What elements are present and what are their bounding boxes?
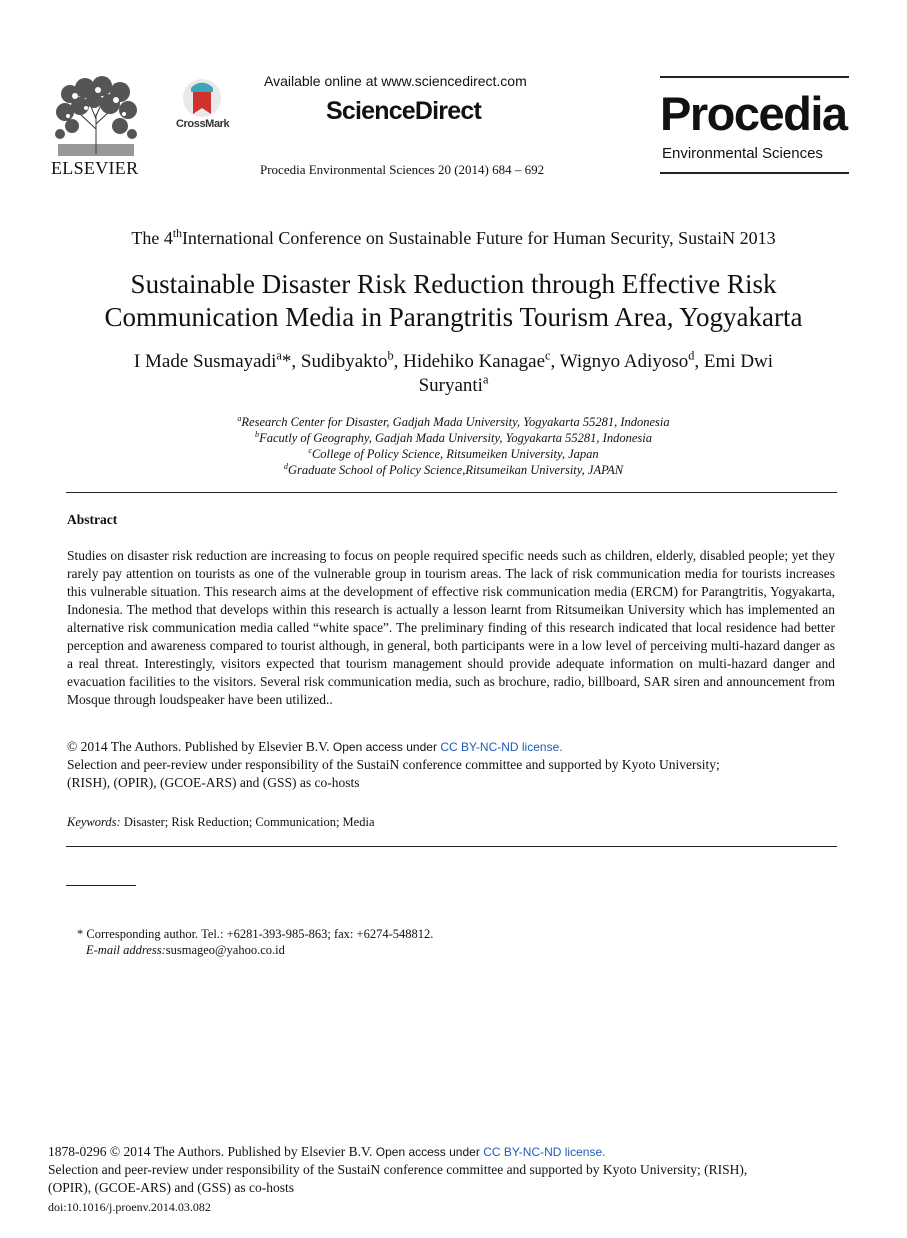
author-name: Suryanti (418, 375, 483, 396)
procedia-top-rule (660, 76, 849, 78)
copyright-line-1: © 2014 The Authors. Published by Elsevier B.V. Open access under CC BY-NC-ND license. (67, 739, 563, 754)
journal-citation: Procedia Environmental Sciences 20 (2014) 684 – 692 (260, 162, 545, 177)
abstract-divider (66, 846, 837, 847)
author-line-1: I Made Susmayadi$^a$*, Sudibyakto$^b$, Hidehiko Kanagae$^c$, Wignyo Adiyoso$^d$, Emi Dwi (133, 348, 774, 372)
affiliation-b: $^b$Facutly of Geography, Gadjah Mada University, Yogyakarta 55281, Indonesia (255, 429, 652, 445)
title-line-1: Sustainable Disaster Risk Reduction through Effective Risk (130, 269, 777, 299)
copyright-line-3: (RISH), (OPIR), (GCOE-ARS) and (GSS) as co-hosts (67, 775, 360, 790)
affiliation-c: $^c$College of Policy Science, Ritsumeiken University, Japan (308, 445, 599, 461)
abstract-heading: Abstract (67, 512, 118, 527)
email-label: E-mail address: (86, 943, 166, 957)
footer-block (48, 1143, 848, 1216)
abstract-body: Studies on disaster risk reduction are increasing to focus on people required specific needs such as children, elderly, disabled people; yet they rarely pay attention on tourists as one of the vulnerable group in tourism areas. The lack of risk communication media for tourists increases this vulnerable situation. This research aims at the development of effective risk communication media (ERCM) for Parangtritis, Yogyakarta, Indonesia. The method that develops within this research is actually a lesson learnt from Ritsumeikan University which has implemented an alternative risk communication media called “white space”. The preliminary finding of this research indicated that local residence had better perception and awareness compared to tourist although, in general, both participants were in a low level of perceiving multi-hazard danger as a real threat. Interestingly, visitors expected that tourism management should provide adequate information on multi-hazard danger and evacuation facilities to the visitors. Several risk communication media, such as brochure, radio, billboard, SAR siren and announcement from Mosque through loudspeaker have been utilized.. (67, 548, 835, 707)
author-sup: d (688, 348, 695, 363)
affiliation-d: $^d$Graduate School of Policy Science,Ritsumeikan University, JAPAN (283, 461, 624, 477)
email-line (86, 943, 285, 958)
footer-line-2: Selection and peer-review under responsibility of the SustaiN conference committee and supported by Kyoto University; (RISH), (48, 1162, 748, 1177)
copyright-block (67, 738, 837, 792)
copyright-line-2: Selection and peer-review under responsibility of the SustaiN conference committee and supported by Kyoto University; (67, 757, 720, 772)
crossmark-label: CrossMark (176, 118, 230, 130)
author-name: Emi Dwi (703, 351, 774, 372)
procedia-bottom-rule (660, 172, 849, 174)
header-divider (66, 492, 837, 493)
conference-line (0, 228, 907, 249)
affiliations (0, 414, 907, 478)
footer-license-link[interactable]: CC BY-NC-ND license. (483, 1145, 606, 1159)
keywords-text: Disaster; Risk Reduction; Communication; Media (123, 815, 375, 829)
corresponding-author: * Corresponding author. Tel.: +6281-393-985-863; fax: +6274-548812. (77, 927, 434, 941)
sciencedirect-logo[interactable]: ScienceDirect (326, 97, 481, 125)
footer-line-3: (OPIR), (GCOE-ARS) and (GSS) as co-hosts (48, 1180, 294, 1195)
title-line-2: Communication Media in Parangtritis Tourism Area, Yogyakarta (104, 302, 803, 332)
conference-sup: th (172, 227, 182, 240)
author-name: Wignyo Adiyoso (559, 351, 689, 372)
author-name: Sudibyakto (300, 351, 388, 372)
elsevier-wordmark: ELSEVIER (51, 158, 139, 178)
affiliation-a: $^a$Research Center for Disaster, Gadjah Mada University, Yogyakarta 55281, Indonesia (237, 413, 670, 429)
procedia-logo: Procedia (660, 87, 847, 140)
author-line-2 (0, 374, 907, 398)
email-link[interactable]: susmageo@yahoo.co.id (165, 943, 285, 957)
author-sup: a (276, 348, 282, 363)
author-list (0, 350, 907, 398)
elsevier-tree-icon (50, 74, 142, 158)
keywords-label: Keywords: (67, 815, 121, 829)
license-link[interactable]: CC BY-NC-ND license. (440, 740, 563, 754)
available-online-text: Available online at www.sciencedirect.com (264, 73, 527, 89)
author-name: I Made Susmayadi (133, 351, 277, 372)
footer-line-1: 1878-0296 © 2014 The Authors. Published by Elsevier B.V. Open access under CC BY-NC-ND license. (48, 1144, 606, 1159)
conference-prefix: The 4 (131, 228, 173, 248)
crossmark-badge[interactable] (174, 78, 230, 134)
paper-title (0, 268, 907, 334)
author-sup: c (545, 348, 551, 363)
footnote-rule (66, 885, 136, 886)
conference-rest: International Conference on Sustainable Future for Human Security, SustaiN 2013 (181, 228, 776, 248)
keywords (67, 815, 375, 830)
elsevier-logo (50, 74, 142, 178)
procedia-subtitle: Environmental Sciences (662, 145, 823, 162)
author-sup: a (482, 372, 489, 387)
crossmark-icon (174, 78, 230, 120)
doi[interactable]: doi:10.1016/j.proenv.2014.03.082 (48, 1200, 211, 1214)
author-name: Hidehiko Kanagae (403, 351, 546, 372)
author-sup: b (387, 348, 394, 363)
